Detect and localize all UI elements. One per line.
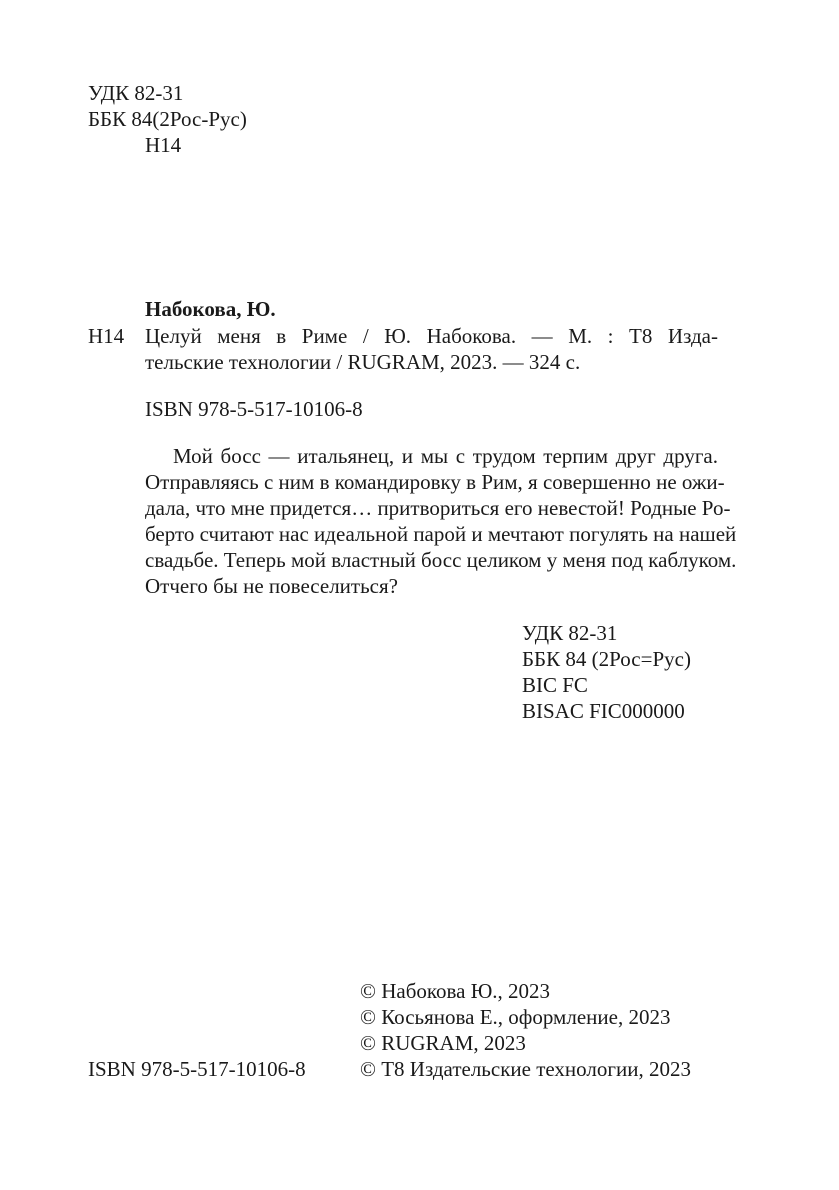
title-line-1: Целуй меня в Риме / Ю. Набокова. — М. : Т8 Изда- xyxy=(145,324,718,348)
annotation-line-6: Отчего бы не повеселиться? xyxy=(145,574,398,598)
annotation-line-1: Мой босс — итальянец, и мы с трудом терпим друг друга. xyxy=(173,444,718,468)
header-author-sign: Н14 xyxy=(145,133,182,157)
title-line-2: тельские технологии / RUGRAM, 2023. — 324 с. xyxy=(145,350,581,374)
copyright-design: © Косьянова Е., оформление, 2023 xyxy=(360,1005,671,1029)
header-bbk: ББК 84(2Рос-Рус) xyxy=(88,107,247,131)
bibliography-isbn: ISBN 978-5-517-10106-8 xyxy=(145,397,363,421)
classification-bisac: BISAC FIC000000 xyxy=(522,699,685,723)
author-name: Набокова, Ю. xyxy=(145,297,276,321)
annotation-line-4: берто считают нас идеальной парой и мечтают погулять на нашей xyxy=(145,522,737,546)
classification-bbk: ББК 84 (2Рос=Рус) xyxy=(522,647,691,671)
copyright-author: © Набокова Ю., 2023 xyxy=(360,979,551,1003)
footer-isbn: ISBN 978-5-517-10106-8 xyxy=(88,1057,306,1081)
annotation-line-2: Отправляясь с ним в командировку в Рим, я совершенно не ожи- xyxy=(145,470,725,494)
annotation-line-3: дала, что мне придется… притвориться его невестой! Родные Ро- xyxy=(145,496,731,520)
copyright-t8: © Т8 Издательские технологии, 2023 xyxy=(360,1057,691,1081)
classification-bic: BIC FC xyxy=(522,673,588,697)
annotation-line-5: свадьбе. Теперь мой властный босс целиком у меня под каблуком. xyxy=(145,548,737,572)
author-sign: Н14 xyxy=(88,324,125,348)
copyright-rugram: © RUGRAM, 2023 xyxy=(360,1031,526,1055)
header-udk: УДК 82-31 xyxy=(88,81,184,105)
classification-udk: УДК 82-31 xyxy=(522,621,618,645)
